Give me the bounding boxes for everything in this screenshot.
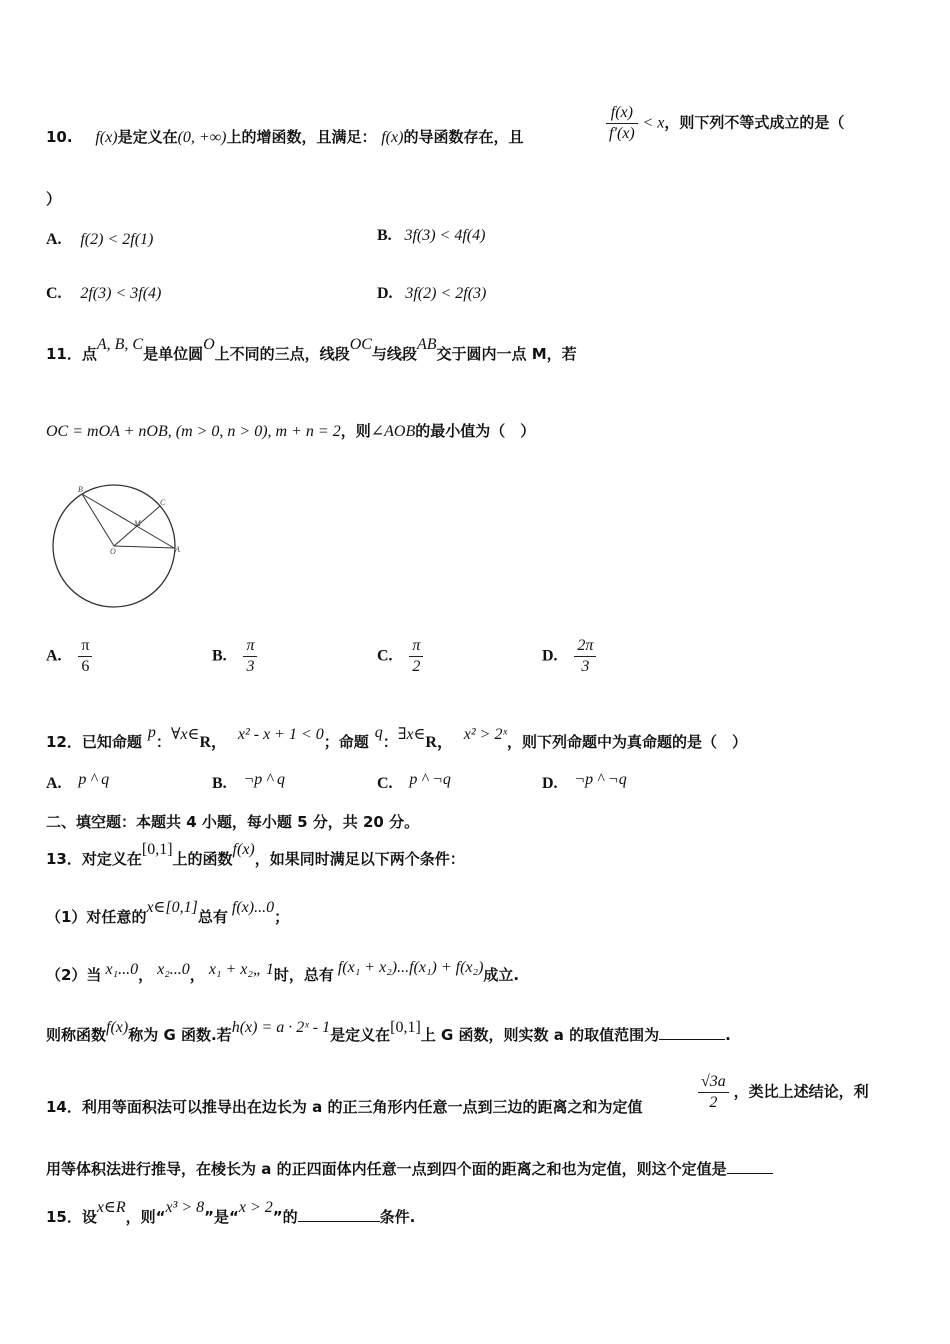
q12-option-c[interactable]: C. p ^ ¬q <box>377 771 451 792</box>
q10-option-c[interactable]: C. 2f(3) < 3f(4) <box>46 285 162 302</box>
q12-option-d[interactable]: D. ¬p ^ ¬q <box>542 771 627 792</box>
label-c: C <box>160 498 166 507</box>
q11-option-b[interactable]: B. $\frac{\pi}{3}$ <box>212 636 257 677</box>
q11-option-d[interactable]: D. $\frac{2\pi}{3}$ <box>542 636 596 677</box>
q12-stem: 12．已知命题p：∀x∈R， x² - x + 1 < 0；命题q：∃x∈R， x² > 2ˣ，则下列命题中为真命题的是（ ） <box>46 724 747 751</box>
label-b: B <box>78 485 83 494</box>
q13-condition-2: （2）当 x₁...0， x₂...0， x₁ + x₂„ 1时，总有 f(x₁ + x₂)...f(x₁) + f(x₂)成立. <box>46 959 520 984</box>
q13-stem: 13．对定义在[0,1]上的函数f(x)，如果同时满足以下两个条件： <box>46 841 465 868</box>
q13-condition-1: （1）对任意的x∈[0,1]总有f(x)...0； <box>46 899 290 926</box>
q14-fraction: $\frac{√3a}{2}$ ，类比上述结论，利 <box>698 1072 869 1113</box>
q11-option-c[interactable]: C. $\frac{\pi}{2}$ <box>377 636 423 677</box>
q15-answer-blank[interactable] <box>298 1221 380 1222</box>
q10-fraction: $\frac{f(x)}{f'(x)}$ < x，则下列不等式成立的是（ <box>606 103 844 144</box>
q14-line-1: 14．利用等面积法可以推导出在边长为 a 的正三角形内任意一点到三边的距离之和为定值 <box>46 1098 643 1116</box>
q10-option-d[interactable]: D. 3f(2) < 2f(3) <box>377 285 487 302</box>
q10-number: 10. <box>46 128 73 146</box>
q12-option-a[interactable]: A. p ^ q <box>46 771 110 792</box>
q14-line-2: 用等体积法进行推导，在棱长为 a 的正四面体内任意一点到四个面的距离之和也为定值，则这个定值是 <box>46 1158 773 1179</box>
section-heading-fill-in: 二、填空题：本题共 4 小题，每小题 5 分，共 20 分。 <box>46 813 420 831</box>
label-a: A <box>175 545 180 554</box>
q10-option-b[interactable]: B. 3f(3) < 4f(4) <box>377 227 486 244</box>
label-m: M <box>134 519 141 528</box>
label-o: O <box>110 547 116 556</box>
q13-conclusion: 则称函数f(x)称为 G 函数.若h(x) = a · 2ˣ - 1是定义在[0,1]上 G 函数，则实数 a 的取值范围为 . <box>46 1019 731 1044</box>
q10-stem: 10. f(x)是定义在(0, +∞)上的增函数，且满足： f(x)的导函数存在，且 <box>46 128 524 146</box>
q12-option-b[interactable]: B. ¬p ^ q <box>212 771 285 792</box>
q13-answer-blank[interactable] <box>659 1039 725 1040</box>
q14-answer-blank[interactable] <box>727 1173 773 1174</box>
segment-oa <box>114 546 174 548</box>
q15-stem: 15．设x∈R，则“x³ > 8”是“x > 2”的 条件. <box>46 1199 416 1226</box>
unit-circle-figure <box>46 476 216 612</box>
q10-close-paren: ） <box>46 190 62 208</box>
q11-option-a[interactable]: A. $\frac{\pi}{6}$ <box>46 636 92 677</box>
q10-option-a[interactable]: A. f(2) < 2f(1) <box>46 231 154 248</box>
q11-stem: 11．点A, B, C是单位圆O上不同的三点，线段OC与线段AB交于圆内一点 M，若 <box>46 336 577 363</box>
q11-condition: OC = mOA + nOB, (m > 0, n > 0), m + n = 2，则∠AOB的最小值为（ ） <box>46 422 536 440</box>
segment-ob <box>82 494 114 546</box>
